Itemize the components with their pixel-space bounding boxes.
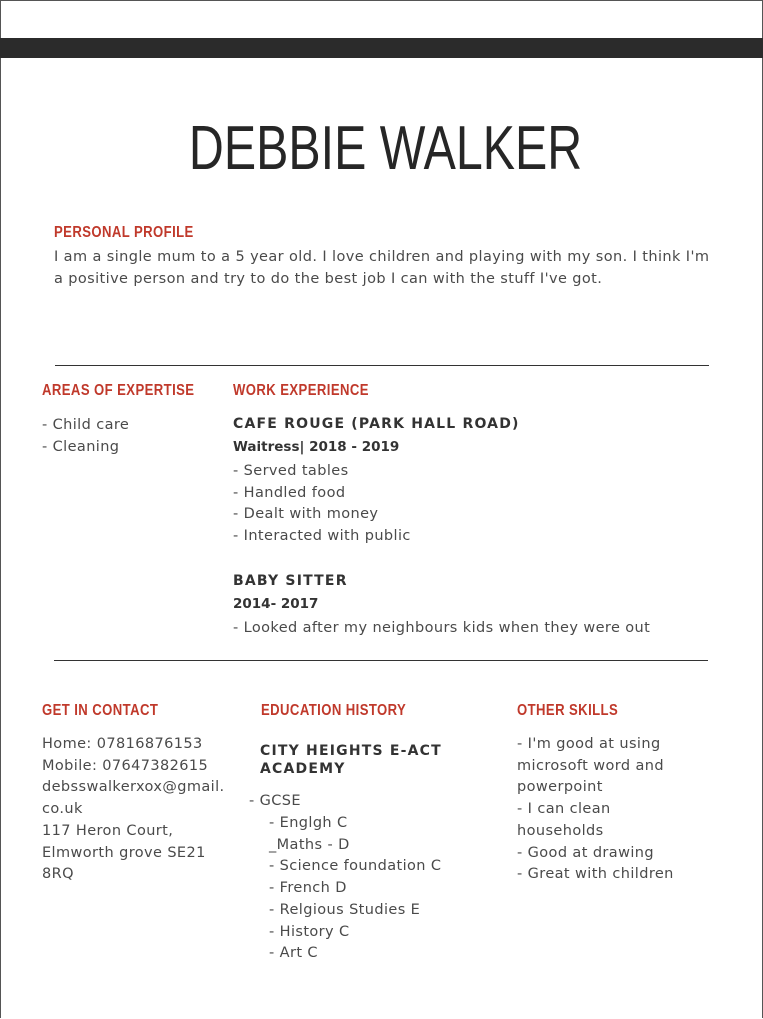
list-item: - History C [269, 923, 350, 940]
list-item: - Cleaning [42, 438, 120, 455]
divider-top [55, 365, 709, 366]
contact-line: Mobile: 07647382615 [42, 757, 209, 774]
list-item: - Good at drawing [517, 844, 654, 861]
profile-heading: PERSONAL PROFILE [54, 224, 194, 241]
list-item: - French D [269, 880, 347, 897]
skills-heading: OTHER SKILLS [517, 702, 619, 719]
contact-line: co.uk [42, 801, 83, 818]
list-item: - Interacted with public [233, 528, 411, 545]
divider-bottom [54, 660, 708, 661]
list-item: - Science foundation C [269, 858, 442, 875]
list-item: - Relgious Studies E [269, 901, 421, 918]
contact-line: Home: 07816876153 [42, 736, 203, 752]
list-item: - Handled food [233, 484, 346, 501]
job-duties [233, 618, 650, 640]
job-employer: BABY SITTER [233, 573, 348, 589]
education-heading: EDUCATION HISTORY [261, 702, 407, 719]
school-name: CITY HEIGHTS E-ACT ACADEMY [260, 743, 442, 777]
header-bar [0, 38, 763, 58]
list-item: - Dealt with money [233, 506, 379, 523]
subject-list [269, 813, 441, 965]
list-item: powerpoint [517, 779, 603, 796]
job-employer: CAFE ROUGE (PARK HALL ROAD) [233, 416, 520, 432]
qualification: - GCSE [249, 793, 301, 809]
list-item: - I can clean [517, 801, 611, 818]
contact-line: Elmworth grove SE21 [42, 844, 206, 861]
list-item: households [517, 822, 604, 839]
job-duties [233, 461, 411, 548]
profile-text: I am a single mum to a 5 year old. I love children and playing with my son. I think I'm a positive person and try to do the best job I can with the stuff I've got. [54, 249, 710, 287]
list-item: - Looked after my neighbours kids when they were out [233, 620, 651, 636]
work-heading: WORK EXPERIENCE [233, 382, 369, 399]
contact-heading: GET IN CONTACT [42, 702, 159, 719]
job-role: Waitress| 2018 - 2019 [233, 439, 400, 455]
list-item: - Great with children [517, 866, 674, 883]
expertise-list [42, 415, 129, 458]
candidate-name: DEBBIE WALKER [188, 114, 583, 183]
job-role: 2014- 2017 [233, 596, 319, 612]
list-item: _Maths - D [269, 836, 350, 853]
skills-list [517, 734, 674, 886]
contact-line: 8RQ [42, 866, 74, 883]
expertise-heading: AREAS OF EXPERTISE [42, 382, 195, 399]
list-item: - Englgh C [269, 815, 348, 831]
list-item: - Child care [42, 417, 130, 433]
list-item: - Served tables [233, 463, 349, 479]
contact-details [42, 734, 225, 886]
list-item: - I'm good at using [517, 736, 661, 752]
list-item: microsoft word and [517, 757, 664, 774]
list-item: - Art C [269, 945, 318, 962]
contact-line: debsswalkerxox@gmail. [42, 779, 225, 796]
contact-line: 117 Heron Court, [42, 822, 174, 839]
